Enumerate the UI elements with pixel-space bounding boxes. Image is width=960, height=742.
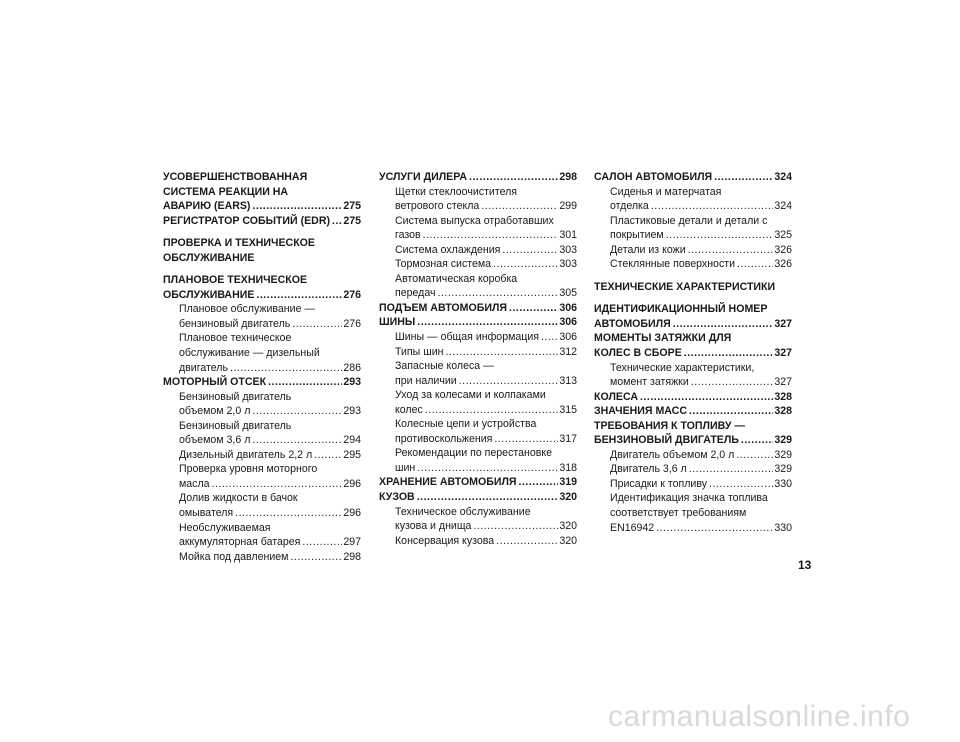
toc-entry-title: ШИНЫ (379, 316, 416, 329)
toc-subentry-line: Плановое обслуживание — (179, 303, 316, 316)
dot-leader (290, 550, 342, 565)
toc-entry-title: ЗНАЧЕНИЯ МАСС (594, 405, 687, 418)
toc-page-number: 328 (774, 390, 792, 403)
toc-entry-title: БЕНЗИНОВЫЙ ДВИГАТЕЛЬ (594, 434, 739, 447)
toc-heading-line: ТЕХНИЧЕСКИЕ ХАРАКТЕРИСТИКИ (594, 280, 776, 293)
toc-entry-title: Двигатель 3,6 л (610, 463, 687, 476)
toc-entry-title: ветрового стекла (395, 200, 480, 213)
toc-section-entry[interactable] (379, 301, 577, 316)
dot-leader (736, 448, 773, 463)
toc-subentry-line: Необслуживаемая (179, 521, 271, 534)
toc-page-number: 275 (343, 200, 361, 213)
toc-page-number: 326 (774, 258, 792, 271)
toc-entry-title: момент затяжки (610, 376, 689, 389)
toc-page-number: 299 (559, 200, 577, 213)
dot-leader (423, 228, 559, 243)
toc-subentry[interactable] (163, 404, 361, 419)
toc-subentry[interactable] (379, 374, 577, 389)
toc-entry-title: Дизельный двигатель 2,2 л (179, 448, 313, 461)
toc-subentry[interactable] (379, 461, 577, 476)
toc-page-number: 276 (343, 288, 361, 301)
toc-subentry-line: Техническое обслуживание (395, 505, 531, 518)
toc-section-entry[interactable] (594, 317, 792, 332)
toc-page-number: 286 (343, 361, 361, 374)
toc-subentry[interactable] (163, 506, 361, 521)
toc-subentry[interactable] (379, 257, 577, 272)
toc-subentry-line: Колесные цепи и устройства (395, 418, 537, 431)
dot-leader (292, 317, 342, 332)
toc-page-number: 330 (774, 477, 792, 490)
toc-subentry[interactable] (163, 535, 361, 550)
toc-heading-line: СИСТЕМА РЕАКЦИИ НА (163, 185, 289, 198)
toc-entry-title: Стеклянные поверхности (610, 258, 736, 271)
toc-page-number: 293 (343, 376, 361, 389)
spacer (163, 228, 361, 236)
dot-leader (541, 330, 558, 345)
toc-heading-line: ПРОВЕРКА И ТЕХНИЧЕСКОЕ (163, 237, 315, 250)
toc-page-number: 329 (774, 448, 792, 461)
dot-leader (332, 214, 342, 229)
dot-leader (473, 519, 558, 534)
toc-entry-title: ОБСЛУЖИВАНИЕ (163, 288, 255, 301)
dot-leader (496, 534, 558, 549)
toc-entry-title: ПОДЪЕМ АВТОМОБИЛЯ (379, 301, 507, 314)
toc-subentry-line: Запасные колеса — (395, 360, 494, 373)
toc-heading-line: МОМЕНТЫ ЗАТЯЖКИ ДЛЯ (594, 332, 732, 345)
toc-subentry-line: Уход за колесами и колпаками (395, 389, 546, 402)
dot-leader (494, 432, 558, 447)
toc-subentry[interactable] (594, 448, 792, 463)
dot-leader (235, 506, 342, 521)
toc-entry-title: передач (395, 287, 436, 300)
toc-subentry-line: Проверка уровня моторного (179, 463, 318, 476)
dot-leader (656, 521, 773, 536)
toc-entry-title: Типы шин (395, 345, 444, 358)
toc-entry-title: РЕГИСТРАТОР СОБЫТИЙ (EDR) (163, 214, 331, 227)
toc-page-number: 324 (774, 200, 792, 213)
dot-leader (688, 243, 774, 258)
toc-entry-title: EN16942 (610, 521, 655, 534)
toc-page-number: 296 (343, 507, 361, 520)
toc-section-entry[interactable] (379, 475, 577, 490)
toc-entry-title: Тормозная система (395, 258, 492, 271)
toc-entry-title: КОЛЕСА (594, 390, 638, 403)
toc-page-number: 326 (774, 243, 792, 256)
dot-leader (469, 170, 558, 185)
toc-entry-title: кузова и днища (395, 520, 472, 533)
dot-leader (673, 317, 774, 332)
toc-subentry-line: Технические характеристики, (610, 361, 755, 374)
dot-leader (425, 403, 559, 418)
dot-leader (417, 490, 559, 505)
toc-page-number: 293 (343, 405, 361, 418)
toc-entry-title: Консервация кузова (395, 534, 495, 547)
toc-page-number: 303 (559, 243, 577, 256)
toc-entry-title: Мойка под давлением (179, 550, 289, 563)
toc-page-number: 275 (343, 214, 361, 227)
toc-subentry[interactable] (594, 199, 792, 214)
toc-entry-title: МОТОРНЫЙ ОТСЕК (163, 376, 267, 389)
toc-section-entry[interactable] (163, 199, 361, 214)
toc-subentry-line: Сиденья и матерчатая (610, 185, 722, 198)
dot-leader (493, 257, 558, 272)
toc-page-number: 295 (343, 448, 361, 461)
toc-page-number: 319 (559, 476, 577, 489)
dot-leader (445, 345, 558, 360)
toc-page-number: 301 (559, 229, 577, 242)
toc-page-number: 305 (559, 287, 577, 300)
toc-entry-title: Присадки к топливу (610, 477, 708, 490)
dot-leader (666, 228, 774, 243)
dot-leader (691, 375, 774, 390)
toc-page-number: 298 (343, 550, 361, 563)
dot-leader (212, 477, 343, 492)
dot-leader (509, 301, 558, 316)
toc-subentry-line: Рекомендации по перестановке (395, 447, 553, 460)
toc-page-number: 320 (559, 520, 577, 533)
toc-page-number: 327 (774, 317, 792, 330)
dot-leader (252, 199, 342, 214)
toc-entry-title: ХРАНЕНИЕ АВТОМОБИЛЯ (379, 476, 517, 489)
toc-section-entry[interactable] (594, 390, 792, 405)
toc-page-number: 306 (559, 301, 577, 314)
watermark: carmanualsonline.info (608, 700, 911, 733)
toc-entry-title: шин (395, 461, 416, 474)
toc-page-number: 330 (774, 521, 792, 534)
toc-entry-title: масла (179, 477, 210, 490)
dot-leader (689, 462, 774, 477)
dot-leader (268, 375, 342, 390)
dot-leader (651, 199, 773, 214)
toc-subentry[interactable] (594, 477, 792, 492)
toc-entry-title: бензиновый двигатель (179, 317, 291, 330)
toc-section-entry[interactable] (594, 346, 792, 361)
toc-subentry-line: Система выпуска отработавших (395, 214, 554, 227)
toc-subentry[interactable] (379, 403, 577, 418)
dot-leader (230, 361, 342, 376)
spacer (594, 294, 792, 302)
toc-page-number: 306 (559, 316, 577, 329)
toc-entry-title: противоскольжения (395, 432, 493, 445)
toc-subentry[interactable] (379, 286, 577, 301)
toc-subentry[interactable] (379, 534, 577, 549)
spacer (163, 265, 361, 273)
toc-page-number: 294 (343, 434, 361, 447)
toc-heading-line: ИДЕНТИФИКАЦИОННЫЙ НОМЕР (594, 303, 768, 316)
toc-page-number: 327 (774, 376, 792, 389)
toc-section-entry[interactable] (163, 288, 361, 303)
dot-leader (709, 477, 773, 492)
toc-subentry[interactable] (594, 521, 792, 536)
toc-page-number: 320 (559, 534, 577, 547)
toc-subentry[interactable] (379, 330, 577, 345)
toc-entry-title: колес (395, 403, 423, 416)
toc-heading-line: ТРЕБОВАНИЯ К ТОПЛИВУ — (594, 419, 745, 432)
toc-entry-title: отделка (610, 200, 649, 213)
dot-leader (640, 390, 773, 405)
toc-subentry-line: Бензиновый двигатель (179, 390, 292, 403)
dot-leader (519, 475, 559, 490)
toc-page-number: 328 (774, 405, 792, 418)
toc-entry-title: Шины — общая информация (395, 331, 539, 344)
toc-column-2 (379, 170, 577, 548)
toc-page-number: 318 (559, 461, 577, 474)
dot-leader (314, 448, 342, 463)
toc-entry-title: двигатель (179, 361, 228, 374)
toc-subentry[interactable] (163, 477, 361, 492)
toc-entry-title: Система охлаждения (395, 243, 501, 256)
toc-page-number: 312 (559, 345, 577, 358)
toc-subentry[interactable] (594, 462, 792, 477)
dot-leader (302, 535, 342, 550)
toc-subentry-line: Плановое техническое (179, 332, 292, 345)
toc-entry-title: АВАРИЮ (EARS) (163, 200, 251, 213)
toc-subentry[interactable] (594, 257, 792, 272)
toc-page-number: 315 (559, 403, 577, 416)
toc-entry-title: аккумуляторная батарея (179, 536, 301, 549)
dot-leader (252, 433, 342, 448)
toc-section-entry[interactable] (163, 375, 361, 390)
toc-column-1 (163, 170, 361, 564)
dot-leader (438, 286, 559, 301)
toc-subentry[interactable] (163, 361, 361, 376)
toc-section-entry[interactable] (594, 170, 792, 185)
toc-subentry[interactable] (379, 345, 577, 360)
dot-leader (256, 288, 342, 303)
toc-subentry[interactable] (163, 448, 361, 463)
toc-page-number: 298 (559, 171, 577, 183)
dot-leader (417, 461, 558, 476)
toc-subentry-line: Пластиковые детали и детали с (610, 214, 768, 227)
toc-entry-title: КУЗОВ (379, 491, 415, 504)
dot-leader (502, 243, 558, 258)
toc-page-number: 296 (343, 477, 361, 490)
toc-page-number: 320 (559, 491, 577, 504)
toc-entry-title: объемом 3,6 л (179, 434, 251, 447)
toc-entry-title: АВТОМОБИЛЯ (594, 317, 671, 330)
toc-entry-title: УСЛУГИ ДИЛЕРА (379, 171, 468, 183)
toc-heading-line: ОБСЛУЖИВАНИЕ (163, 251, 255, 264)
toc-page-number: 276 (343, 317, 361, 330)
toc-subentry-line: Щетки стеклоочистителя (395, 185, 518, 198)
toc-section-entry[interactable] (379, 315, 577, 330)
toc-entry-title: Детали из кожи (610, 243, 686, 256)
toc-page-number: 313 (559, 374, 577, 387)
toc-page-number: 325 (774, 229, 792, 242)
toc-column-3 (594, 170, 792, 535)
toc-subentry-line: Долив жидкости в бачок (179, 492, 298, 505)
toc-subentry-line: Идентификация значка топлива (610, 492, 768, 505)
toc-section-entry[interactable] (594, 404, 792, 419)
dot-leader (481, 199, 558, 214)
toc-entry-title: покрытием (610, 229, 664, 242)
toc-subentry[interactable] (594, 228, 792, 243)
dot-leader (714, 170, 773, 185)
toc-subentry[interactable] (379, 199, 577, 214)
toc-page-number: 317 (559, 432, 577, 445)
page-number: 13 (798, 558, 812, 572)
toc-subentry[interactable] (163, 550, 361, 565)
toc-subentry[interactable] (379, 243, 577, 258)
toc-subentry[interactable] (163, 317, 361, 332)
toc-page-number: 329 (774, 434, 792, 447)
toc-page-number: 327 (774, 347, 792, 360)
toc-section-entry[interactable] (594, 433, 792, 448)
toc-page-number: 329 (774, 463, 792, 476)
toc-entry-title: КОЛЕС В СБОРЕ (594, 347, 682, 360)
toc-subentry[interactable] (594, 375, 792, 390)
toc-entry-title: при наличии (395, 374, 457, 387)
toc-page-number: 306 (559, 331, 577, 344)
toc-page-number: 303 (559, 258, 577, 271)
spacer (594, 272, 792, 280)
toc-page-number: 297 (343, 536, 361, 549)
toc-section-entry[interactable] (379, 490, 577, 505)
dot-leader (689, 404, 773, 419)
toc-subentry[interactable] (163, 433, 361, 448)
toc-subentry[interactable] (379, 519, 577, 534)
toc-subentry-line: Бензиновый двигатель (179, 419, 292, 432)
toc-entry-title: САЛОН АВТОМОБИЛЯ (594, 171, 713, 183)
toc-subentry-line: обслуживание — дизельный (179, 347, 320, 360)
toc-section-entry[interactable] (163, 214, 361, 229)
toc-entry-title: газов (395, 229, 421, 242)
dot-leader (684, 346, 774, 361)
toc-heading-line: УСОВЕРШЕНСТВОВАННАЯ (163, 171, 308, 183)
dot-leader (741, 433, 773, 448)
toc-subentry[interactable] (379, 432, 577, 447)
toc-subentry-line: Автоматическая коробка (395, 272, 518, 285)
dot-leader (459, 374, 559, 389)
toc-page-number: 324 (774, 171, 792, 183)
toc-heading-line: ПЛАНОВОЕ ТЕХНИЧЕСКОЕ (163, 274, 308, 287)
toc-section-entry[interactable] (379, 170, 577, 185)
toc-entry-title: омывателя (179, 507, 234, 520)
toc-subentry[interactable] (594, 243, 792, 258)
dot-leader (737, 257, 773, 272)
dot-leader (417, 315, 558, 330)
toc-subentry-line: соответствует требованиям (610, 507, 747, 520)
toc-subentry[interactable] (379, 228, 577, 243)
dot-leader (252, 404, 342, 419)
toc-entry-title: объемом 2,0 л (179, 405, 251, 418)
toc-entry-title: Двигатель объемом 2,0 л (610, 448, 735, 461)
